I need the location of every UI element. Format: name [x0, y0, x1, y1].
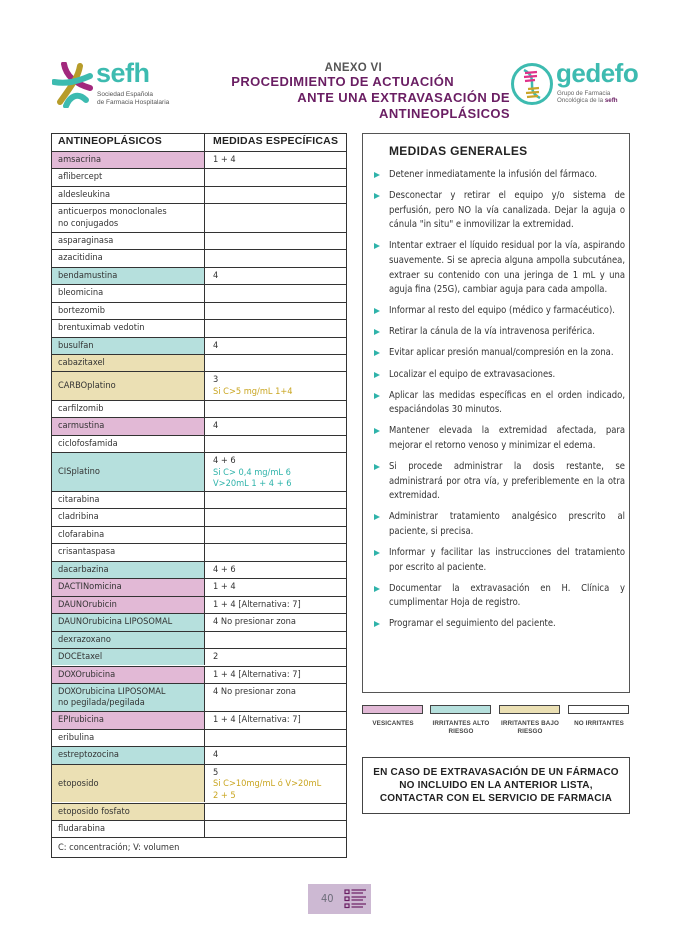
specific-measure: 4 + 6 [213, 455, 236, 467]
triangle-bullet-icon [374, 428, 380, 434]
drug-name-cell [52, 187, 204, 203]
specific-measure-cell [204, 684, 346, 712]
drug-name-cell [52, 747, 204, 763]
drug-name: cabazitaxel [58, 357, 105, 368]
drug-name-cell [52, 632, 204, 648]
drug-name-cell [52, 614, 204, 630]
general-measure-text: Evitar aplicar presión manual/compresión en la zona. [389, 347, 614, 359]
general-measure-text: Localizar el equipo de extravasaciones. [389, 368, 556, 380]
drug-name-cell [52, 562, 204, 578]
sefh-logo-subtitle [97, 91, 169, 106]
general-measure-text: Desconectar y retirar el equipo y/o sistema de perfusión, pero NO la vía canalizada. Dejar la aguja o cánula "in situ" e inmovilizar la extremidad. [389, 190, 625, 231]
list-item [373, 168, 625, 183]
specific-measure: 4 No presionar zona [213, 685, 296, 697]
table-row [52, 284, 346, 301]
footnote-text: C: concentración; V: volumen [58, 842, 180, 854]
triangle-bullet-icon [374, 550, 380, 556]
list-item [373, 325, 625, 340]
general-measure-text: Mantener elevada la extremidad afectada, para mejorar el retorno venoso y minimizar el edema. [389, 425, 625, 451]
drug-name: dexrazoxano [58, 633, 111, 645]
table-row [52, 319, 346, 336]
annex-label: ANEXO VI [324, 62, 382, 74]
drug-name: asparaginasa [58, 234, 114, 246]
drug-name: azacitidina [58, 252, 103, 264]
general-measure-text: Documentar la extravasación en H. Clínica y cumplimentar Hoja de registro. [389, 582, 625, 609]
general-measure-text: Detener inmediatamente la infusión del fármaco. [389, 169, 598, 180]
specific-measure-cell [204, 562, 346, 578]
page-number-badge[interactable] [308, 884, 371, 914]
specific-measure-cell [204, 712, 346, 728]
drug-name: busulfan [58, 339, 94, 351]
conditional-measure-note-line2: 2 + 5 [213, 789, 236, 801]
page-title-block [170, 62, 510, 122]
drug-name: dacarbazina [58, 563, 109, 575]
legend-swatch [362, 705, 423, 714]
table-row [52, 267, 346, 284]
list-item [373, 346, 625, 361]
legend-label-line1: IRRITANTES ALTO [432, 720, 490, 727]
specific-measure: 3 [213, 374, 219, 386]
table-row [52, 337, 346, 354]
drug-name: aflibercept [58, 171, 103, 183]
warning-line2: NO INCLUIDO EN LA ANTERIOR LISTA, [399, 780, 593, 791]
drug-name: anticuerpos monoclonales [58, 206, 167, 218]
table-row [52, 578, 346, 595]
table-row [52, 596, 346, 613]
list-item [373, 424, 625, 453]
drug-name-line2: no pegilada/pegilada [58, 697, 145, 709]
page-title-line2: ANTE UNA EXTRAVASACIÓN DE ANTINEOPLÁSICOS [297, 90, 510, 121]
table-row [52, 232, 346, 249]
drug-name: cladribina [58, 511, 99, 523]
table-row [52, 168, 346, 185]
warning-line1: EN CASO DE EXTRAVASACIÓN DE UN FÁRMACO [373, 767, 619, 778]
specific-measure-cell [204, 579, 346, 595]
legend-label-line1: NO IRRITANTES [574, 720, 624, 727]
drug-name: fludarabina [58, 822, 106, 834]
table-row [52, 249, 346, 266]
drug-name-cell [52, 527, 204, 543]
legend-label-line1: IRRITANTES BAJO [500, 720, 560, 727]
specific-measure: 2 [213, 651, 219, 663]
specific-measure: 4 [213, 749, 219, 761]
specific-measure-cell [204, 233, 346, 249]
drug-name-cell [52, 544, 204, 560]
specific-measure-cell [204, 765, 346, 803]
drug-name: DACTINomicina [58, 581, 122, 593]
specific-measure: 5 [213, 766, 219, 778]
general-measure-text: Informar y facilitar las instrucciones del tratamiento por escrito al paciente. [389, 546, 625, 573]
table-row [52, 648, 346, 665]
specific-measure: 1 + 4 [Alternativa: 7] [213, 714, 301, 726]
dna-helix-icon [510, 62, 554, 106]
specific-measure-cell [204, 169, 346, 185]
drug-name-cell [52, 509, 204, 525]
table-header-row [52, 134, 346, 151]
general-measure-text: Intentar extraer el líquido residual por la vía, aspirando suavemente. Si se aprecia alguna ampolla subcutánea, extraer su contenido con una jeringa de 1 mL y una aguja fina (25G), cambiar aguja para cada ampolla. [389, 240, 625, 296]
specific-measure: 4 [213, 420, 219, 432]
gedefo-logo [510, 58, 650, 108]
sefh-sub-line2: de Farmacia Hospitalaria [97, 98, 170, 106]
specific-measure-cell [204, 320, 346, 336]
conditional-measure-note: Si C> 0,4 mg/mL 6 [213, 466, 291, 478]
specific-measure-cell [204, 187, 346, 203]
drug-name-line2: no conjugados [58, 217, 119, 229]
drug-name-cell [52, 320, 204, 336]
drug-name-cell [52, 649, 204, 665]
legend-swatch [430, 705, 491, 714]
legend-swatch [568, 705, 629, 714]
gedefo-sub-line1: Grupo de Farmacia [557, 90, 611, 97]
table-footnote [52, 837, 346, 857]
general-measure-text: Informar al resto del equipo (médico y farmacéutico). [389, 305, 615, 317]
specific-measure-cell [204, 303, 346, 319]
table-row [52, 302, 346, 319]
table-row [52, 508, 346, 525]
drug-name: DOXOrubicina [58, 668, 116, 680]
general-measure-text: Administrar tratamiento analgésico prescrito al paciente, si precisa. [389, 511, 625, 537]
legend-swatch [499, 705, 560, 714]
table-row [52, 764, 346, 803]
gedefo-sub-brand: sefh [604, 97, 618, 105]
general-measures-list [373, 168, 625, 638]
table-row [52, 711, 346, 728]
triangle-bullet-icon [374, 586, 380, 592]
drug-name: bortezomib [58, 304, 106, 316]
general-measures-title: MEDIDAS GENERALES [389, 144, 528, 158]
drug-name: DAUNOrubicina LIPOSOMAL [58, 616, 173, 628]
table-row [52, 417, 346, 434]
triangle-bullet-icon [374, 514, 380, 520]
general-measure-text: Aplicar las medidas específicas en el orden indicado, espaciándolas 30 minutos. [389, 389, 625, 416]
drug-name-cell [52, 436, 204, 452]
drug-name: carfilzomib [58, 402, 104, 414]
drug-name: bendamustina [58, 269, 118, 281]
table-row [52, 666, 346, 683]
gedefo-sub-line2-text: Oncológica de la [557, 97, 604, 105]
table-row [52, 729, 346, 746]
drug-name-cell [52, 401, 204, 417]
triangle-bullet-icon [374, 308, 380, 314]
table-row [52, 803, 346, 820]
specific-measure-cell [204, 730, 346, 746]
table-row [52, 354, 346, 371]
conditional-measure-note-line2: V>20mL 1 + 4 + 6 [213, 478, 292, 490]
drug-name: clofarabina [58, 528, 105, 540]
drug-name: DAUNOrubicin [58, 598, 117, 610]
list-item [373, 389, 625, 418]
specific-measure-cell [204, 204, 346, 232]
specific-measure-cell [204, 821, 346, 837]
drug-name-cell [52, 303, 204, 319]
specific-measure-cell [204, 804, 346, 820]
table-row [52, 746, 346, 763]
specific-measure: 1 + 4 [Alternativa: 7] [213, 598, 301, 610]
drug-name-cell [52, 204, 204, 232]
drug-name: estreptozocina [58, 749, 119, 761]
specific-measure-cell [204, 401, 346, 417]
gedefo-logo-subtitle [557, 90, 618, 104]
drug-name-cell [52, 250, 204, 266]
triangle-bullet-icon [374, 372, 380, 378]
triangle-bullet-icon [374, 193, 380, 199]
specific-measure-cell [204, 667, 346, 683]
table-row [52, 400, 346, 417]
warning-line3: CONTACTAR CON EL SERVICIO DE FARMACIA [379, 793, 613, 804]
table-row [52, 151, 346, 168]
drug-name: DOXOrubicina LIPOSOMAL [58, 685, 166, 697]
table-row [52, 491, 346, 508]
drug-name-cell [52, 684, 204, 712]
sefh-logo [52, 58, 182, 108]
drug-name-cell [52, 821, 204, 837]
list-item [373, 239, 625, 297]
specific-measure: 1 + 4 [Alternativa: 7] [213, 668, 301, 680]
legend-label [495, 720, 565, 736]
specific-measure-cell [204, 544, 346, 560]
specific-measure-cell [204, 649, 346, 665]
list-item [373, 582, 625, 611]
table-row [52, 371, 346, 400]
drug-name: crisantaspasa [58, 546, 116, 558]
conditional-measure-note: Si C>10mg/mL ó V>20mL [213, 778, 322, 790]
legend-label [358, 720, 428, 728]
sefh-logo-mark-icon [52, 62, 94, 108]
table-row [52, 526, 346, 543]
specific-measure-cell [204, 492, 346, 508]
column-header-measures: MEDIDAS ESPECÍFICAS [204, 134, 346, 151]
specific-measure: 1 + 4 [213, 581, 236, 593]
gedefo-sub-line2 [557, 97, 618, 104]
table-row [52, 820, 346, 837]
specific-measure-cell [204, 597, 346, 613]
triangle-bullet-icon [374, 243, 380, 249]
page-number: 40 [321, 892, 334, 905]
legend-label-line1: VESICANTES [372, 720, 414, 727]
legend-label-line2: RIESGO [448, 728, 474, 735]
specific-measure-cell [204, 614, 346, 630]
drug-name: DOCEtaxel [58, 651, 103, 663]
table-row [52, 613, 346, 630]
drug-name-cell [52, 372, 204, 400]
table-row [52, 631, 346, 648]
sefh-logo-text: sefh [96, 58, 150, 88]
triangle-bullet-icon [374, 172, 380, 178]
specific-measure-cell [204, 250, 346, 266]
table-row [52, 186, 346, 203]
drug-name-cell [52, 712, 204, 728]
list-item [373, 546, 625, 575]
list-item [373, 368, 625, 383]
specific-measure: 4 [213, 269, 219, 281]
specific-measure: 4 [213, 339, 219, 351]
specific-measure-cell [204, 418, 346, 434]
specific-measure-cell [204, 372, 346, 400]
drug-name: amsacrina [58, 154, 102, 165]
drug-name: ciclofosfamida [58, 437, 118, 449]
drug-name: etoposido [58, 777, 99, 789]
drug-name-cell [52, 597, 204, 613]
column-header-drugs: ANTINEOPLÁSICOS [52, 134, 204, 151]
legend-label [426, 720, 496, 736]
drug-name: eribulina [58, 731, 95, 743]
specific-measure-cell [204, 453, 346, 491]
specific-measure-cell [204, 509, 346, 525]
drug-name-cell [52, 453, 204, 491]
specific-measure: 4 + 6 [213, 563, 236, 575]
table-row [52, 435, 346, 452]
specific-measure: 1 + 4 [213, 154, 236, 165]
table-row [52, 203, 346, 232]
drug-name: etoposido fosfato [58, 805, 130, 817]
drug-name-cell [52, 285, 204, 301]
drug-name-cell [52, 152, 204, 168]
general-measure-text: Programar el seguimiento del paciente. [389, 618, 556, 630]
specific-measure-cell [204, 436, 346, 452]
conditional-measure-note: Si C>5 mg/mL 1+4 [213, 385, 293, 397]
drug-name: citarabina [58, 494, 100, 505]
list-item [373, 617, 625, 632]
table-row [52, 543, 346, 560]
triangle-bullet-icon [374, 464, 380, 470]
drug-name: brentuximab vedotin [58, 322, 145, 334]
drug-name: aldesleukina [58, 188, 111, 200]
specific-measure-cell [204, 152, 346, 168]
specific-measure: 4 No presionar zona [213, 616, 296, 628]
table-row [52, 561, 346, 578]
drug-name-cell [52, 169, 204, 185]
legend-label [564, 720, 634, 728]
specific-measure-cell [204, 338, 346, 354]
table-row [52, 452, 346, 491]
drug-name-cell [52, 765, 204, 803]
specific-measure-cell [204, 355, 346, 371]
gedefo-logo-text: gedefo [556, 58, 639, 88]
triangle-bullet-icon [374, 393, 380, 399]
antineoplastics-table [51, 133, 347, 858]
drug-name: carmustina [58, 420, 105, 432]
page-title-line1: PROCEDIMIENTO DE ACTUACIÓN [231, 74, 454, 89]
drug-name-cell [52, 804, 204, 820]
specific-measure-cell [204, 268, 346, 284]
drug-name-cell [52, 667, 204, 683]
drug-name: bleomicina [58, 287, 104, 299]
drug-name-cell [52, 730, 204, 746]
drug-name-cell [52, 418, 204, 434]
triangle-bullet-icon [374, 621, 380, 627]
list-item [373, 460, 625, 504]
general-measures-box [362, 133, 630, 693]
table-of-contents-icon[interactable] [344, 888, 368, 910]
drug-name: EPIrubicina [58, 714, 104, 726]
drug-name-cell [52, 338, 204, 354]
triangle-bullet-icon [374, 329, 380, 335]
sefh-sub-line1: Sociedad Española [97, 91, 154, 98]
drug-name: CISplatino [58, 466, 100, 478]
drug-name-cell [52, 492, 204, 508]
drug-name-cell [52, 579, 204, 595]
table-row [52, 683, 346, 712]
drug-name-cell [52, 233, 204, 249]
triangle-bullet-icon [374, 350, 380, 356]
drug-name-cell [52, 355, 204, 371]
specific-measure-cell [204, 747, 346, 763]
drug-name: CARBOplatino [58, 380, 116, 392]
general-measure-text: Retirar la cánula de la vía intravenosa periférica. [389, 326, 595, 338]
specific-measure-cell [204, 527, 346, 543]
pharmacy-contact-warning [362, 757, 630, 814]
specific-measure-cell [204, 285, 346, 301]
list-item [373, 189, 625, 233]
list-item [373, 510, 625, 539]
drug-name-cell [52, 268, 204, 284]
general-measure-text: Si procede administrar la dosis restante, se administrará por otra vía, y preferiblemente en la otra extremidad. [389, 461, 625, 502]
list-item [373, 304, 625, 319]
legend-label-line2: RIESGO [517, 728, 543, 735]
specific-measure-cell [204, 632, 346, 648]
